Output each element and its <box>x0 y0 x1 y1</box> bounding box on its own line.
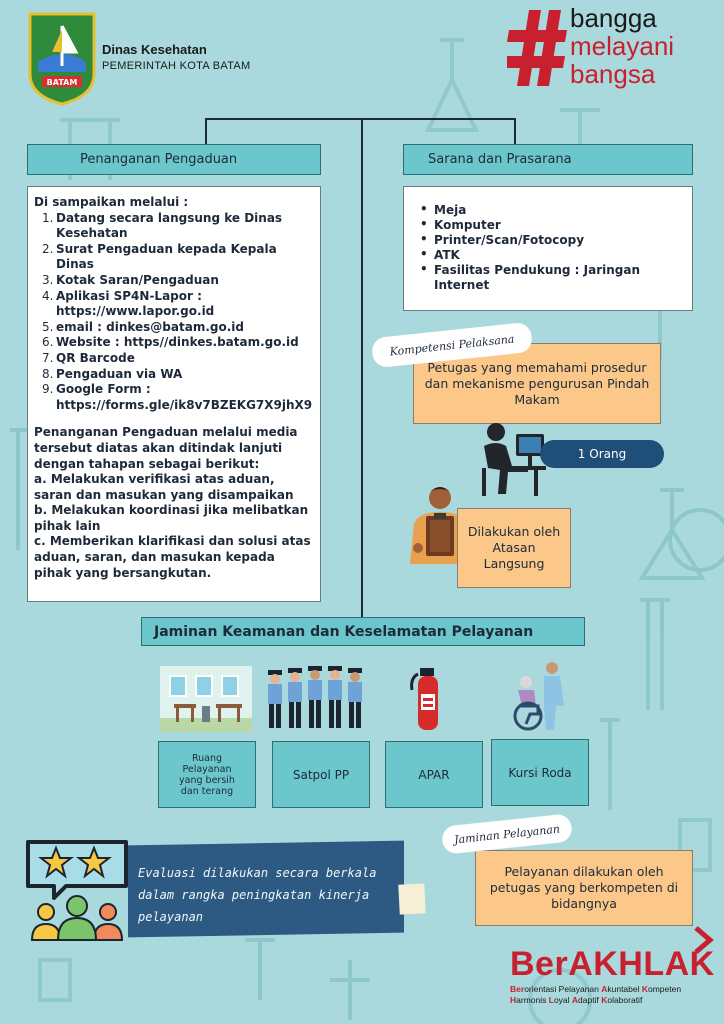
facility-item: • Printer/Scan/Fotocopy <box>418 233 692 248</box>
service-room-illustration <box>160 666 252 732</box>
hashtag-icon <box>507 6 569 90</box>
safety-header: Jaminan Keamanan dan Keselamatan Pelayanan <box>141 617 585 646</box>
complaint-channel-item: 8. Pengaduan via WA <box>42 366 183 381</box>
berakhlak-logo-title: BerAKHLAK <box>510 945 715 983</box>
clean-service-room-tile: Ruang Pelayanan yang bersih dan terang <box>158 741 256 808</box>
service-guarantee-label: Jaminan Pelayanan <box>441 813 573 854</box>
wheelchair-tile: Kursi Roda <box>491 739 589 806</box>
complaint-channel-item: 9. Google Form : https://forms.gle/ik8v7BZEKG7X9jhX9 <box>42 382 313 412</box>
slogan-line-1: bangga <box>570 3 657 33</box>
complaints-box <box>27 186 321 602</box>
satpol-pp-tile: Satpol PP <box>272 741 370 808</box>
security-officers-illustration <box>266 664 366 732</box>
facility-item: • Komputer <box>418 218 692 233</box>
fire-extinguisher-icon <box>408 664 448 732</box>
slogan-line-3: bangsa <box>570 59 656 89</box>
facilities-box <box>403 186 693 311</box>
wheelchair-illustration <box>506 660 572 732</box>
chevron-right-icon <box>692 926 716 954</box>
facility-item: • ATK <box>418 248 692 263</box>
complaint-channel-item: 2. Surat Pengaduan kepada Kepala Dinas <box>42 241 277 272</box>
emblem-batam-text: BATAM <box>46 78 78 87</box>
connector-right-drop <box>514 118 516 144</box>
batam-city-emblem <box>28 12 96 106</box>
slogan-line-2: melayani <box>570 31 675 61</box>
complaint-channel-item: 3. Kotak Saran/Pengaduan <box>42 272 219 287</box>
complaint-channel-item: 1. Datang secara langsung ke Dinas Kesehatan <box>42 210 283 241</box>
worker-at-computer-icon <box>478 420 548 496</box>
competency-label: Kompetensi Pelaksana <box>371 322 533 369</box>
officer-count-badge: 1 Orang <box>540 440 664 468</box>
rating-feedback-icon <box>24 838 130 942</box>
connector-left-drop <box>205 118 207 144</box>
complaints-intro: Di sampaikan melalui : <box>34 195 189 209</box>
evaluation-text: Evaluasi dilakukan secara berkala dalam rangka peningkatan kinerja pelayanan <box>138 866 377 924</box>
agency-government: PEMERINTAH KOTA BATAM <box>102 60 251 72</box>
followup-step: c. Memberikan klarifikasi dan solusi atas aduan, saran, dan masukan kepada pihak yang bersangkutan. <box>34 534 311 580</box>
supervisor-note: Dilakukan oleh Atasan Langsung <box>457 508 571 588</box>
service-guarantee-text: Pelayanan dilakukan oleh petugas yang berkompeten di bidangnya <box>475 850 693 926</box>
berakhlak-values <box>510 984 681 1006</box>
followup-step: b. Melakukan koordinasi jika melibatkan pihak lain <box>34 503 309 533</box>
berakhlak-values-line-1: Berorientasi Pelayanan Akuntabel Kompeten <box>510 984 682 994</box>
complaint-channel-item: 6. Website : https//dinkes.batam.go.id <box>42 335 299 350</box>
agency-name: Dinas Kesehatan <box>102 42 207 57</box>
facility-item: • Fasilitas Pendukung : Jaringan Internet <box>418 263 692 293</box>
complaint-channel-item: 5. email : dinkes@batam.go.id <box>42 319 244 334</box>
complaint-channel-list <box>34 211 314 414</box>
connector-top-bar <box>205 118 516 120</box>
complaint-channel-item: 7. QR Barcode <box>42 350 135 365</box>
facilities-header: Sarana dan Prasarana <box>403 144 693 175</box>
followup-step: a. Melakukan verifikasi atas aduan, saran dan masukan yang disampaikan <box>34 472 294 502</box>
complaints-header: Penanganan Pengaduan <box>27 144 321 175</box>
facility-item: • Meja <box>418 203 692 218</box>
complaint-channel-item: 4. Aplikasi SP4N-Lapor : https://www.lapor.go.id <box>42 288 215 319</box>
berakhlak-values-line-2: Harmonis Loyal Adaptif Kolaboratif <box>510 995 643 1005</box>
followup-intro: Penanganan Pengaduan melalui media tersebut diatas akan ditindak lanjuti dengan tahapan sebagai berikut: <box>34 425 298 471</box>
competency-description: Petugas yang memahami prosedur dan mekanisme pengurusan Pindah Makam <box>413 343 661 424</box>
apar-tile: APAR <box>385 741 483 808</box>
connector-trunk <box>361 118 363 618</box>
